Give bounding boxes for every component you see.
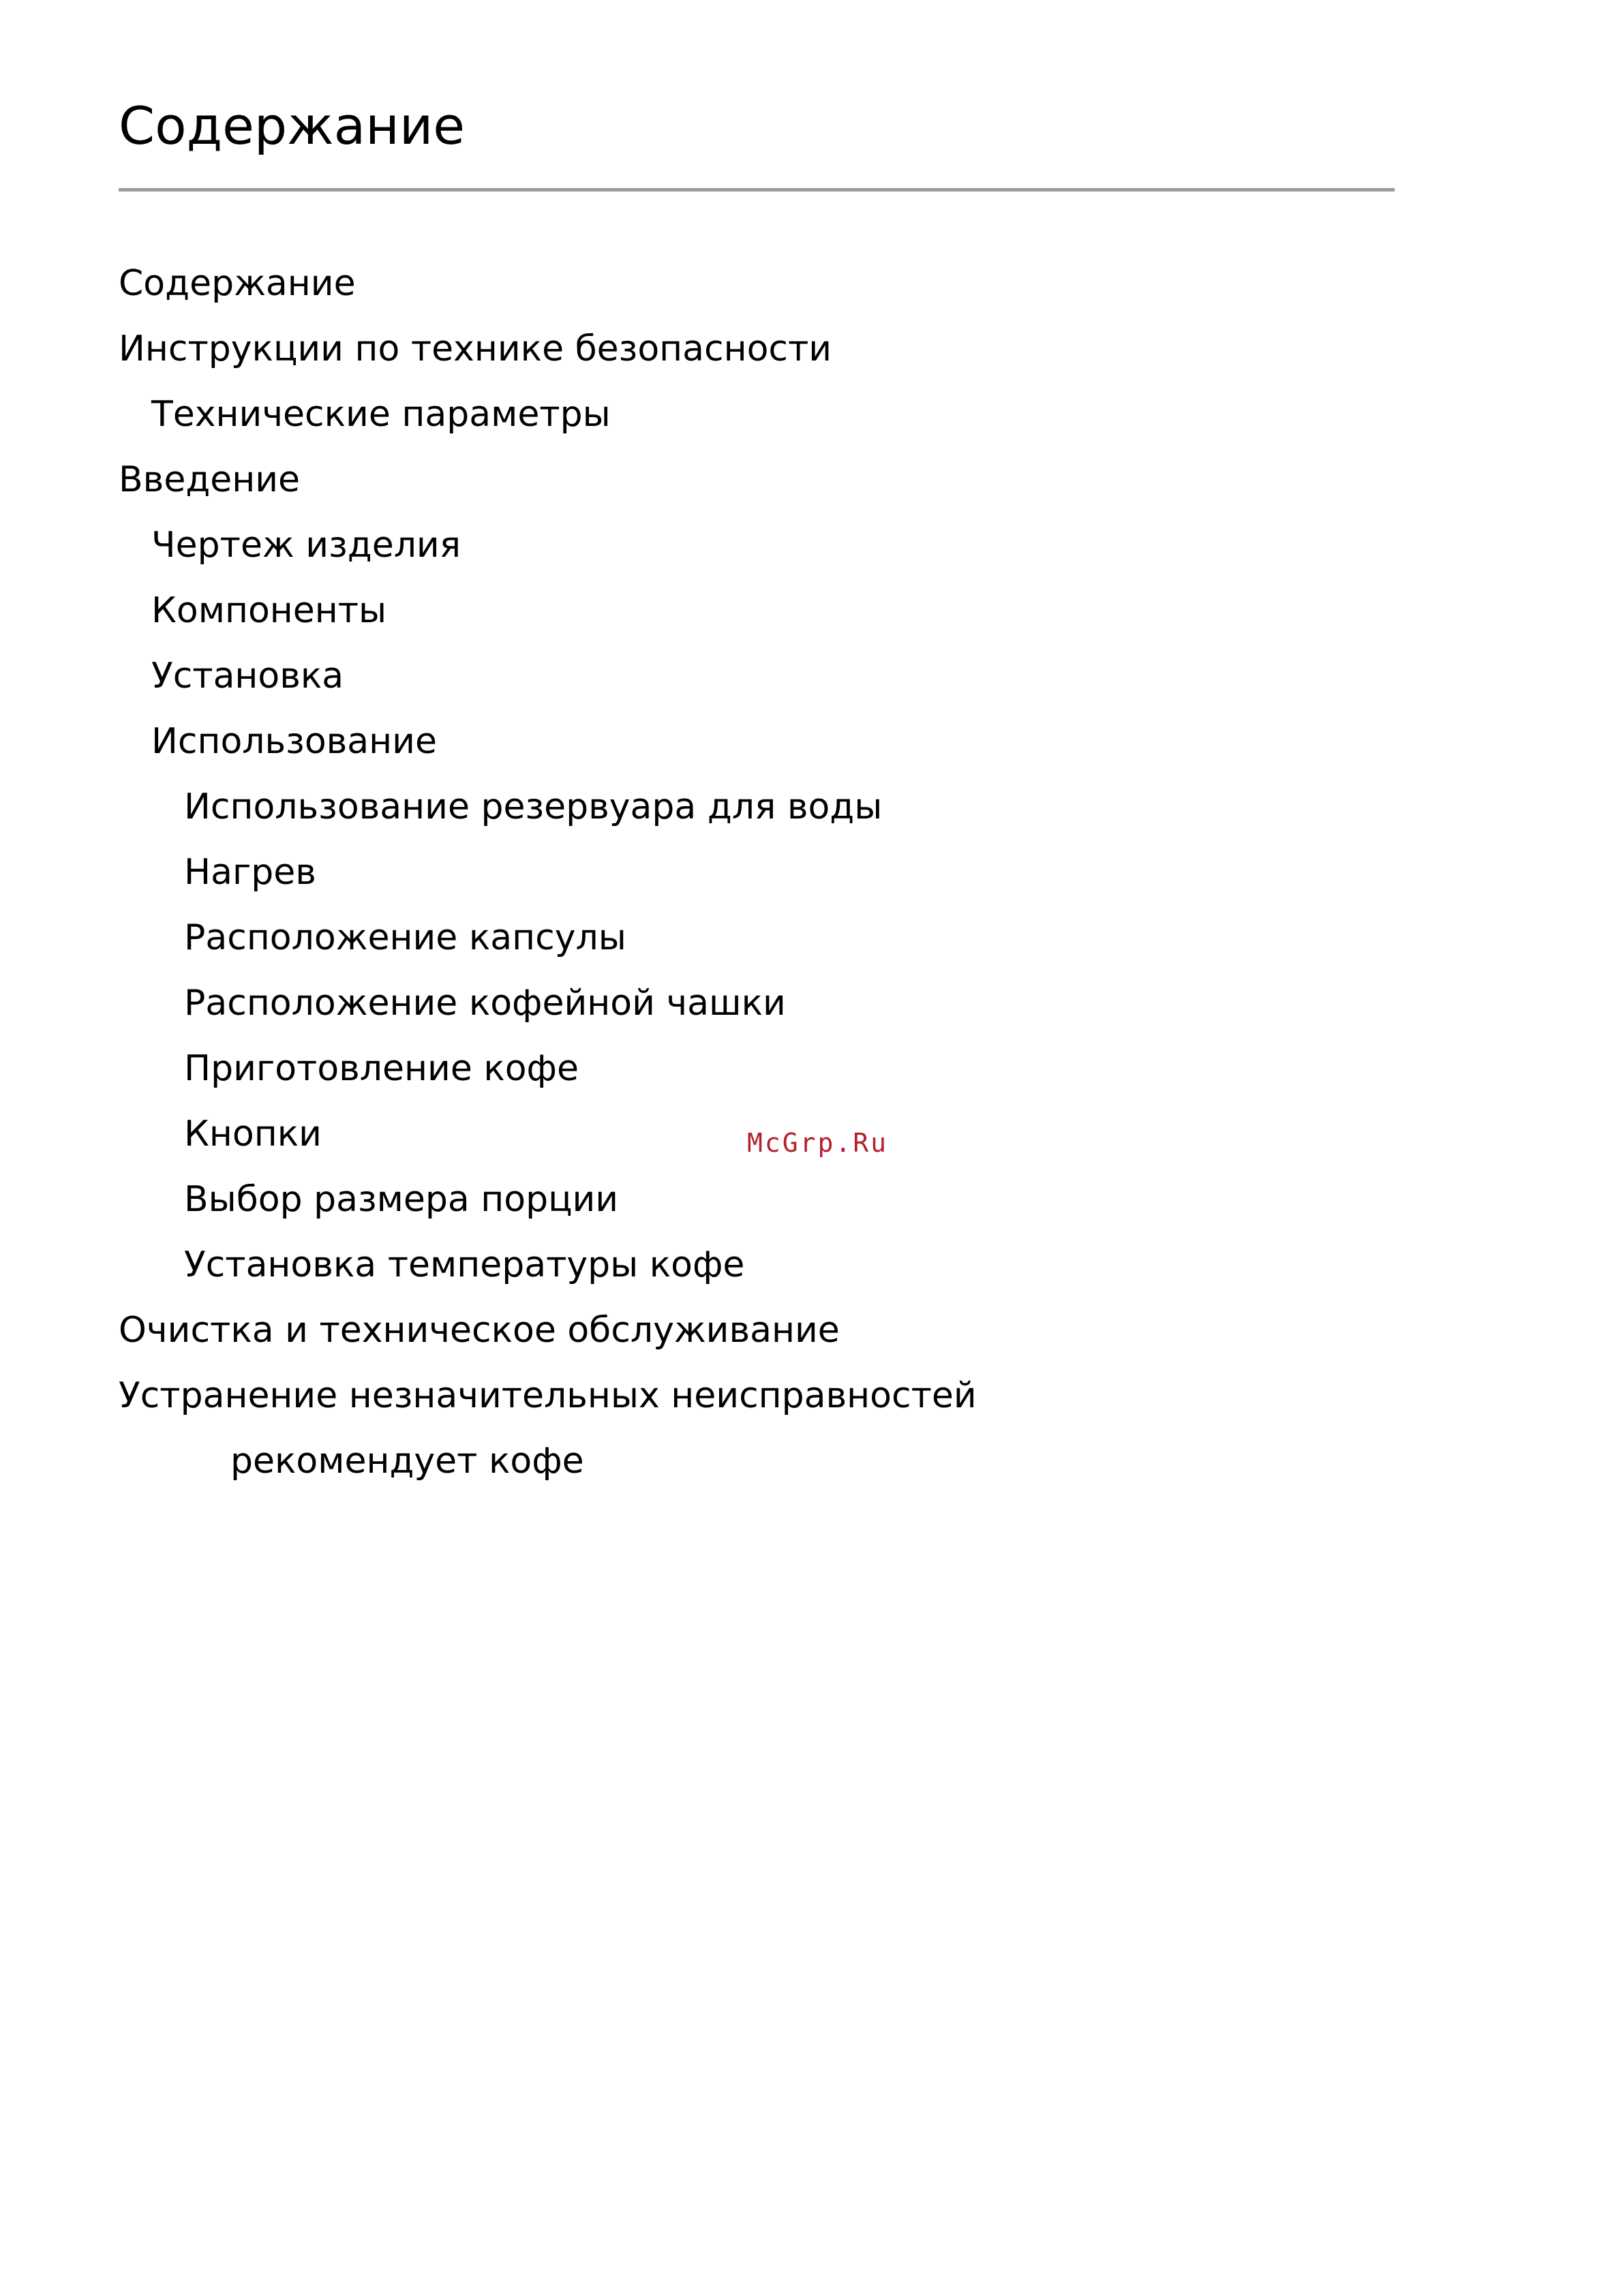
toc-item-troubleshooting[interactable]: Устранение незначительных неисправностей (119, 1375, 977, 1416)
toc-item-components[interactable]: Компоненты (151, 590, 387, 631)
toc-item-portion-size[interactable]: Выбор размера порции (184, 1179, 619, 1220)
toc-item-cleaning-maintenance[interactable]: Очистка и техническое обслуживание (119, 1310, 840, 1351)
toc-item-usage[interactable]: Использование (151, 721, 437, 762)
watermark: McGrp.Ru (747, 1128, 889, 1158)
toc-item-safety-instructions[interactable]: Инструкции по технике безопасности (119, 328, 832, 369)
toc-item-recommends-coffee[interactable]: рекомендует кофе (230, 1441, 584, 1482)
toc-item-water-tank-usage[interactable]: Использование резервуара для воды (184, 786, 883, 827)
toc-item-installation[interactable]: Установка (151, 656, 344, 697)
toc-item-product-drawing[interactable]: Чертеж изделия (151, 525, 461, 566)
page-title: Содержание (119, 95, 465, 156)
toc-item-introduction[interactable]: Введение (119, 459, 301, 500)
toc-item-contents[interactable]: Содержание (119, 263, 356, 304)
toc-item-heating[interactable]: Нагрев (184, 852, 316, 893)
toc-item-capsule-placement[interactable]: Расположение капсулы (184, 917, 626, 958)
table-of-contents (0, 251, 1623, 1494)
toc-item-cup-placement[interactable]: Расположение кофейной чашки (184, 983, 786, 1024)
title-divider (119, 188, 1395, 192)
toc-item-coffee-temperature[interactable]: Установка температуры кофе (184, 1244, 745, 1285)
toc-item-technical-parameters[interactable]: Технические параметры (151, 394, 611, 435)
toc-item-coffee-preparation[interactable]: Приготовление кофе (184, 1048, 579, 1089)
toc-item-buttons[interactable]: Кнопки (184, 1114, 322, 1154)
